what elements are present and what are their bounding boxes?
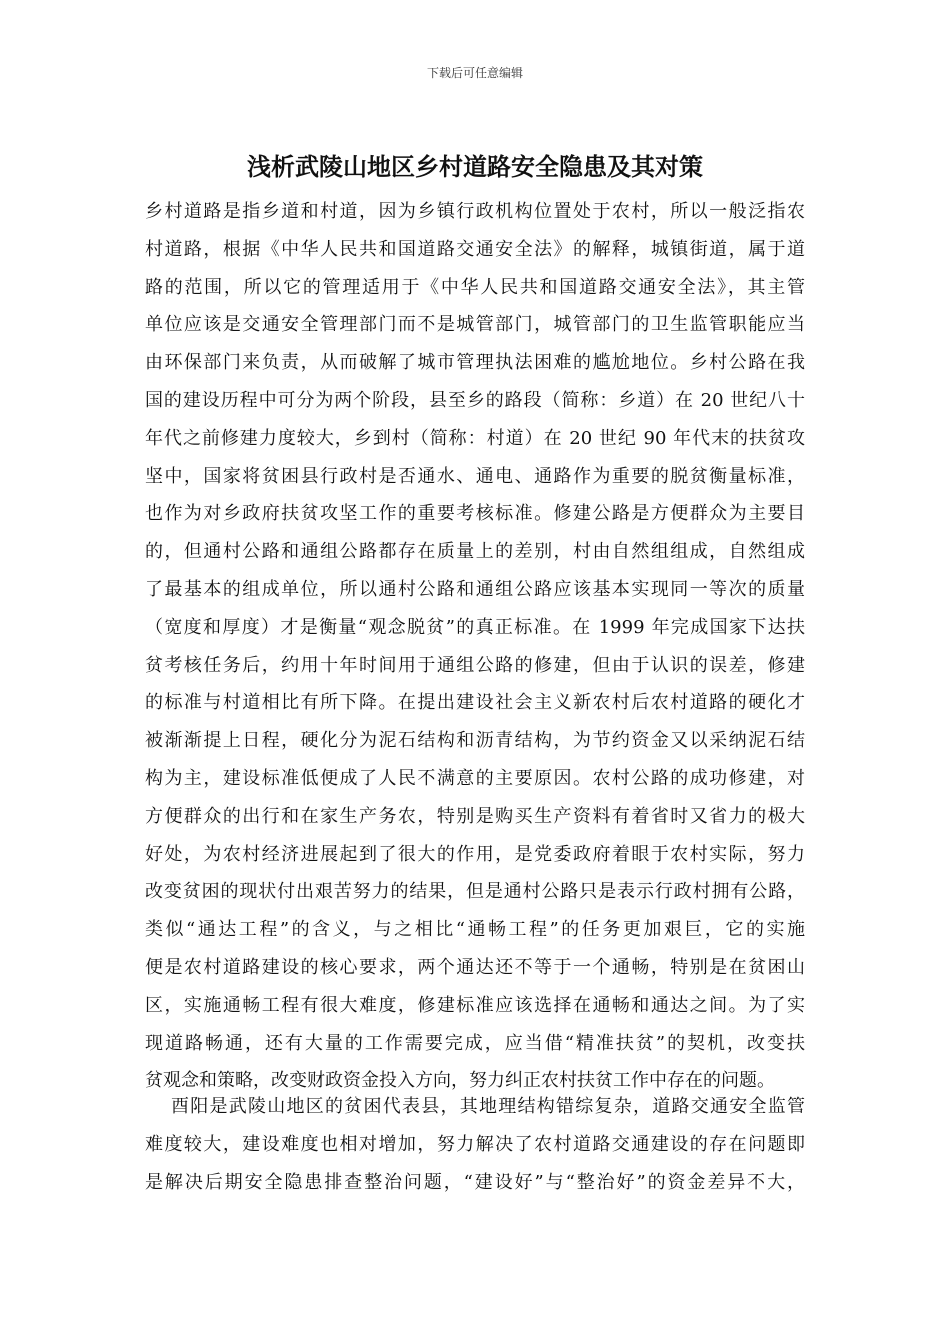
text-line: 构为主，建设标准低便成了人民不满意的主要原因。农村公路的成功修建，对: [145, 767, 805, 789]
text-line: 路的范围，所以它的管理适用于《中华人民共和国道路交通安全法》，其主管: [145, 276, 805, 298]
text-line: 的标准与村道相比有所下降。在提出建设社会主义新农村后农村道路的硬化才: [145, 692, 805, 714]
text-line: 了最基本的组成单位，所以通村公路和通组公路应该基本实现同一等次的质量: [145, 578, 805, 600]
text-line: 由环保部门来负责，从而破解了城市管理执法困难的尴尬地位。乡村公路在我: [145, 352, 805, 374]
text-line: 现道路畅通，还有大量的工作需要完成，应当借“精准扶贫”的契机，改变扶: [145, 1032, 805, 1054]
text-line: 村道路，根据《中华人民共和国道路交通安全法》的解释，城镇街道，属于道: [145, 238, 805, 260]
text-line: 难度较大，建设难度也相对增加，努力解决了农村道路交通建设的存在问题即: [145, 1133, 805, 1155]
text-line: 也作为对乡政府扶贫攻坚工作的重要考核标准。修建公路是方便群众为主要目: [145, 503, 805, 525]
text-line: 酉阳是武陵山地区的贫困代表县，其地理结构错综复杂，道路交通安全监管: [171, 1096, 805, 1117]
text-line: 是解决后期安全隐患排查整治问题，“建设好”与“整治好”的资金差异不大，: [145, 1171, 805, 1193]
text-line: 贫考核任务后，约用十年时间用于通组公路的修建，但由于认识的误差，修建: [145, 654, 805, 676]
text-line: 方便群众的出行和在家生产务农，特别是购买生产资料有着省时又省力的极大: [145, 805, 805, 827]
header-note: 下载后可任意编辑: [426, 66, 523, 80]
text-line: 改变贫困的现状付出艰苦努力的结果，但是通村公路只是表示行政村拥有公路，: [145, 881, 805, 903]
text-line: 坚中，国家将贫困县行政村是否通水、通电、通路作为重要的脱贫衡量标准，: [145, 465, 805, 487]
text-line: 单位应该是交通安全管理部门而不是城管部门，城管部门的卫生监管职能应当: [145, 314, 805, 336]
text-line: （宽度和厚度）才是衡量“观念脱贫”的真正标准。在 1999 年完成国家下达扶: [145, 616, 805, 638]
text-line: 好处，为农村经济进展起到了很大的作用，是党委政府着眼于农村实际，努力: [145, 843, 805, 865]
document-title: 浅析武陵山地区乡村道路安全隐患及其对策: [247, 153, 703, 181]
text-line: 区，实施通畅工程有很大难度，修建标准应该选择在通畅和通达之间。为了实: [145, 994, 805, 1016]
text-line: 被渐渐提上日程，硬化分为泥石结构和沥青结构，为节约资金又以采纳泥石结: [145, 730, 805, 752]
text-line: 乡村道路是指乡道和村道，因为乡镇行政机构位置处于农村，所以一般泛指农: [145, 201, 805, 222]
text-line: 贫观念和策略，改变财政资金投入方向，努力纠正农村扶贫工作中存在的问题。: [145, 1070, 775, 1092]
paragraph-1: [145, 193, 805, 1100]
text-line: 年代之前修建力度较大，乡到村（简称：村道）在 20 世纪 90 年代末的扶贫攻: [145, 427, 805, 449]
text-line: 的，但通村公路和通组公路都存在质量上的差别，村由自然组组成，自然组成: [145, 541, 805, 563]
paragraph-2: [145, 1088, 805, 1201]
text-line: 国的建设历程中可分为两个阶段，县至乡的路段（简称：乡道）在 20 世纪八十: [145, 389, 805, 411]
text-line: 便是农村道路建设的核心要求，两个通达还不等于一个通畅，特别是在贫困山: [145, 956, 805, 978]
text-line: 类似“通达工程”的含义，与之相比“通畅工程”的任务更加艰巨，它的实施: [145, 919, 805, 941]
